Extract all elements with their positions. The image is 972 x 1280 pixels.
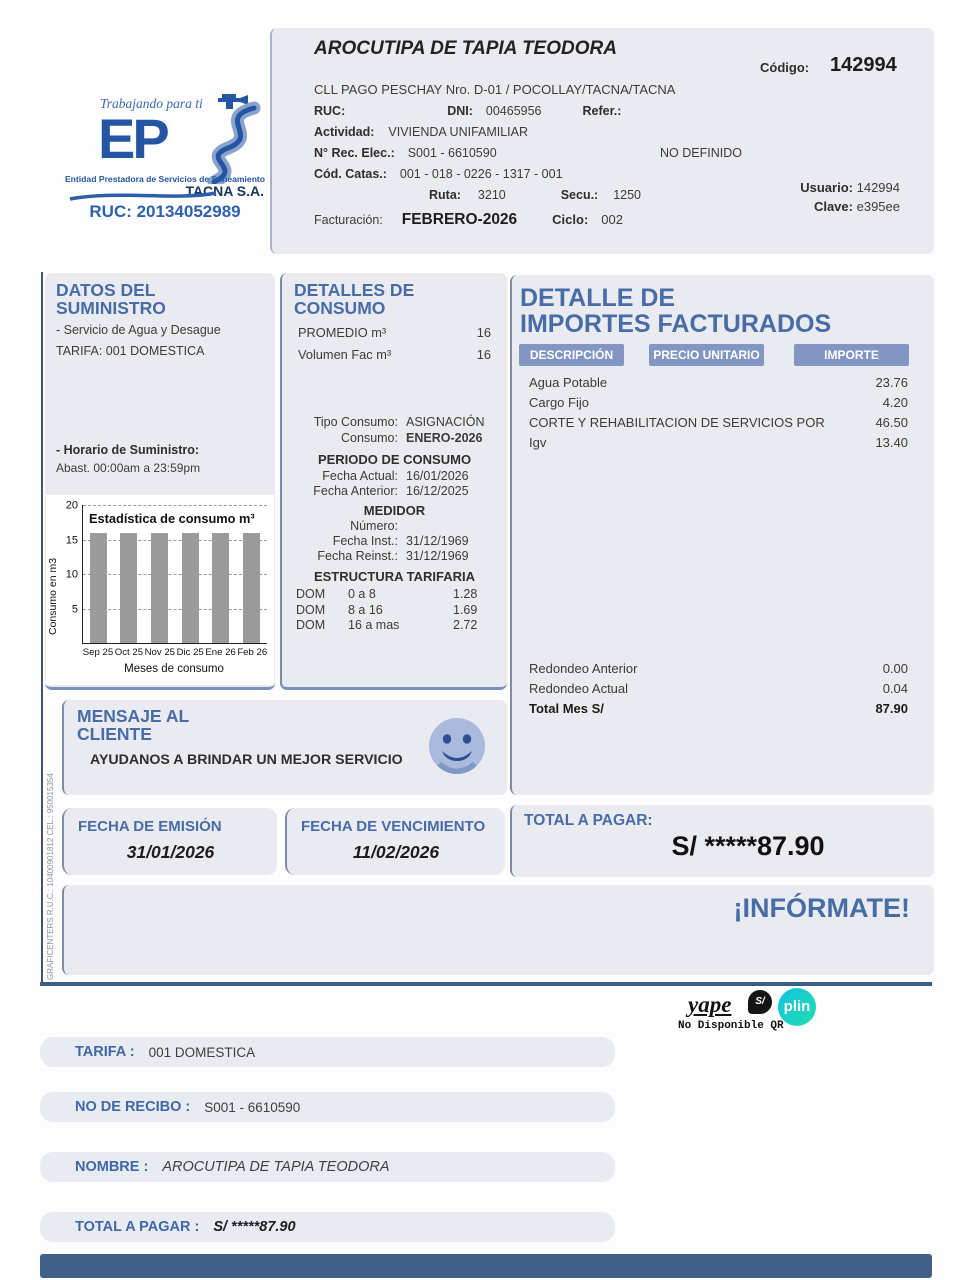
logo-tagline: Trabajando para ti <box>100 96 203 111</box>
printer-credit-text: GRAFICENTERS R.U.C.: 10400901812 CEL.: 950015354 <box>46 773 55 980</box>
customer-name: AROCUTIPA DE TAPIA TEODORA <box>314 38 617 59</box>
consumption-panel <box>280 273 507 690</box>
tariff-cat: DOM <box>296 618 326 632</box>
supply-tarifa: TARIFA: 001 DOMESTICA <box>56 344 205 358</box>
logo-river-s-icon <box>188 92 268 184</box>
chart-y-tick-label: 15 <box>65 533 78 546</box>
left-rule <box>41 272 43 983</box>
periodo-title: PERIODO DE CONSUMO <box>317 452 472 467</box>
numero-row: Número: <box>350 519 398 533</box>
tariff-structure-row <box>296 602 478 619</box>
stub-tarifa-value: 001 DOMESTICA <box>148 1044 256 1060</box>
tariff-cat: DOM <box>296 587 326 601</box>
refer-label: Refer.: <box>582 104 622 118</box>
chart-x-tick-label: Sep 25 <box>82 647 114 658</box>
chart-title: Estadística de consumo m³ <box>89 511 255 526</box>
consumption-chart <box>46 495 274 685</box>
rec-elec-value: S001 - 6610590 <box>407 146 497 160</box>
customer-address: CLL PAGO PESCHAY Nro. D-01 / POCOLLAY/TACNA/TACNA <box>314 82 676 97</box>
charge-description: Igv <box>529 435 547 450</box>
table-row <box>529 413 908 433</box>
tariff-range: 16 a mas <box>348 618 400 632</box>
stub-nombre-value: AROCUTIPA DE TAPIA TEODORA <box>162 1159 390 1175</box>
divider-line <box>40 982 932 986</box>
fecha-reinst-row: Fecha Reinst.: 31/12/1969 <box>317 549 469 563</box>
informate-text: ¡INFÓRMATE! <box>733 893 910 923</box>
stub-tarifa-label: TARIFA : <box>75 1044 135 1060</box>
total-to-pay-box <box>510 805 934 877</box>
chart-bar <box>151 533 168 643</box>
fecha-actual-row: Fecha Actual: 16/01/2026 <box>322 469 469 483</box>
logo-swoosh <box>68 190 218 202</box>
redondeo-anterior-row: Redondeo Anterior 0.00 <box>529 661 908 676</box>
due-date-label: FECHA DE VENCIMIENTO <box>301 818 486 835</box>
tariff-cat: DOM <box>296 602 326 617</box>
no-definido: NO DEFINIDO <box>660 146 742 160</box>
stub-row-total <box>40 1212 615 1242</box>
supply-panel <box>45 273 275 690</box>
usuario-value: 142994 <box>856 180 900 195</box>
table-row <box>529 373 908 393</box>
tariff-rate: 1.69 <box>453 602 478 617</box>
message-title: MENSAJE AL CLIENTE <box>77 706 190 745</box>
redondeo-actual-row: Redondeo Actual 0.04 <box>529 681 908 696</box>
facturacion-value: FEBRERO-2026 <box>401 211 518 228</box>
emission-date-value: 31/01/2026 <box>126 842 215 862</box>
tariff-range: 8 a 16 <box>348 602 383 617</box>
smiley-icon <box>427 716 487 776</box>
estructura-title: ESTRUCTURA TARIFARIA <box>313 569 476 584</box>
stub-total-label: TOTAL A PAGAR : <box>75 1219 200 1235</box>
charge-amount: 23.76 <box>875 375 908 390</box>
catas-row <box>314 167 563 181</box>
column-header-importe: IMPORTE <box>794 344 909 366</box>
rec-elec-row <box>314 146 497 160</box>
codigo-label: Código: <box>760 60 810 75</box>
total-to-pay-label: TOTAL A PAGAR: <box>524 812 653 829</box>
yape-bubble-icon: S/ <box>748 990 772 1014</box>
yape-logo: yape <box>688 992 732 1017</box>
rec-elec-label: N° Rec. Elec.: <box>314 146 395 160</box>
secu-label: Secu.: <box>560 188 599 202</box>
plin-logo: plin <box>778 988 816 1026</box>
chart-x-tick-label: Ene 26 <box>205 647 236 658</box>
chart-bar <box>243 533 260 643</box>
logo-brand-text: EP <box>98 107 167 170</box>
logo-company: TACNA S.A. <box>185 183 264 199</box>
tariff-range: 0 a 8 <box>348 587 376 601</box>
chart-xaxis-title: Meses de consumo <box>124 663 224 675</box>
chart-x-labels <box>82 647 268 658</box>
charge-amount: 46.50 <box>875 415 908 430</box>
catas-label: Cód. Catas.: <box>314 167 387 181</box>
facturacion-row <box>314 211 623 229</box>
stub-recibo-value: S001 - 6610590 <box>204 1099 301 1115</box>
stub-recibo-label: NO DE RECIBO : <box>75 1099 191 1115</box>
chart-bar <box>212 533 229 643</box>
qr-note: No Disponible QR <box>678 1020 784 1032</box>
clave-value: e395ee <box>856 199 900 214</box>
chart-y-tick-label: 10 <box>65 568 78 581</box>
charge-amount: 13.40 <box>875 435 908 450</box>
ruta-secu-row <box>429 188 641 202</box>
chart-bar <box>90 533 107 643</box>
column-header-descripcion: DESCRIPCIÓN <box>519 344 624 366</box>
facturacion-label: Facturación: <box>314 213 383 227</box>
stub-row-nombre <box>40 1152 615 1182</box>
fecha-inst-row: Fecha Inst.: 31/12/1969 <box>332 534 469 548</box>
emission-date-label: FECHA DE EMISIÓN <box>78 818 222 835</box>
charge-description: Agua Potable <box>529 375 608 390</box>
ruta-label: Ruta: <box>429 188 461 202</box>
charges-panel <box>510 275 934 795</box>
total-mes-row: Total Mes S/ 87.90 <box>529 701 908 716</box>
header-panel <box>270 28 934 254</box>
stub-nombre-label: NOMBRE : <box>75 1159 149 1175</box>
chart-yaxis-title: Consumo en m3 <box>47 557 59 635</box>
ruta-value: 3210 <box>477 188 506 202</box>
informate-panel <box>62 885 934 975</box>
volumen-row: Volumen Fac m³ 16 <box>298 347 491 362</box>
tariff-rate: 1.28 <box>453 587 478 601</box>
actividad-label: Actividad: <box>314 125 375 139</box>
catas-value: 001 - 018 - 0226 - 1317 - 001 <box>399 167 563 181</box>
chart-x-tick-label: Nov 25 <box>144 647 175 658</box>
due-date-box <box>285 808 505 875</box>
column-header-precio-unitario: PRECIO UNITARIO <box>649 344 764 366</box>
logo-ruc: RUC: 20134052989 <box>89 202 241 221</box>
charges-rows <box>529 373 908 453</box>
stub-row-recibo <box>40 1092 615 1122</box>
emission-date-box <box>62 808 277 875</box>
message-panel <box>62 700 507 795</box>
ruc-label: RUC: <box>314 104 346 118</box>
table-row <box>529 433 908 453</box>
ruc-dni-row <box>314 104 621 118</box>
actividad-row <box>314 125 528 139</box>
tariff-structure-row <box>296 587 478 603</box>
usuario-label: Usuario: <box>800 180 853 195</box>
message-body: AYUDANOS A BRINDAR UN MEJOR SERVICIO <box>90 752 403 768</box>
consumption-title: DETALLES DE CONSUMO <box>294 280 415 319</box>
usuario-clave-block <box>800 178 900 216</box>
chart-plot-area <box>65 499 267 644</box>
consumo-row: Consumo: ENERO-2026 <box>341 431 483 445</box>
charge-description: CORTE Y REHABILITACION DE SERVICIOS POR <box>529 415 825 430</box>
medidor-title: MEDIDOR <box>363 503 426 518</box>
secu-value: 1250 <box>613 188 641 202</box>
due-date-value: 11/02/2026 <box>352 842 440 862</box>
supply-horario-value: Abast. 00:00am a 23:59pm <box>56 461 201 475</box>
actividad-value: VIVIENDA UNIFAMILIAR <box>388 125 529 139</box>
total-to-pay-amount: S/ *****87.90 <box>671 831 825 861</box>
estructura-table <box>296 587 478 634</box>
ciclo-label: Ciclo: <box>552 212 589 227</box>
charge-amount: 4.20 <box>882 395 908 410</box>
stub-total-value: S/ *****87.90 <box>213 1219 296 1235</box>
chart-x-tick-label: Oct 25 <box>114 647 144 658</box>
table-row <box>529 393 908 413</box>
dni-label: DNI: <box>447 104 473 118</box>
promedio-row: PROMEDIO m³ 16 <box>298 325 491 340</box>
chart-x-tick-label: Dic 25 <box>176 647 204 658</box>
tariff-rate: 2.72 <box>453 618 478 632</box>
fecha-anterior-row: Fecha Anterior: 16/12/2025 <box>313 484 469 498</box>
clave-label: Clave: <box>813 199 853 214</box>
logo-subtitle: Entidad Prestadora de Servicios de Saneamiento <box>64 174 266 184</box>
chart-y-tick-label: 20 <box>65 499 78 512</box>
codigo-value: 142994 <box>830 54 897 76</box>
bottom-bar <box>40 1254 932 1278</box>
charges-title: DETALLE DE IMPORTES FACTURADOS <box>520 284 832 339</box>
chart-x-tick-label: Feb 26 <box>237 647 268 658</box>
stub-row-tarifa <box>40 1037 615 1067</box>
tariff-structure-row <box>296 618 478 634</box>
chart-bar <box>120 533 137 643</box>
tipo-consumo-row: Tipo Consumo: ASIGNACIÓN <box>313 415 485 429</box>
supply-horario-label: - Horario de Suministro: <box>56 443 200 457</box>
supply-title: DATOS DEL SUMINISTRO <box>56 280 166 319</box>
dni-value: 00465956 <box>485 104 542 118</box>
eps-logo-block <box>60 90 270 225</box>
chart-bar <box>182 533 199 643</box>
chart-y-tick-label: 5 <box>71 602 78 615</box>
supply-service: - Servicio de Agua y Desague <box>56 323 221 337</box>
charge-description: Cargo Fijo <box>529 395 589 410</box>
ciclo-value: 002 <box>601 212 623 227</box>
